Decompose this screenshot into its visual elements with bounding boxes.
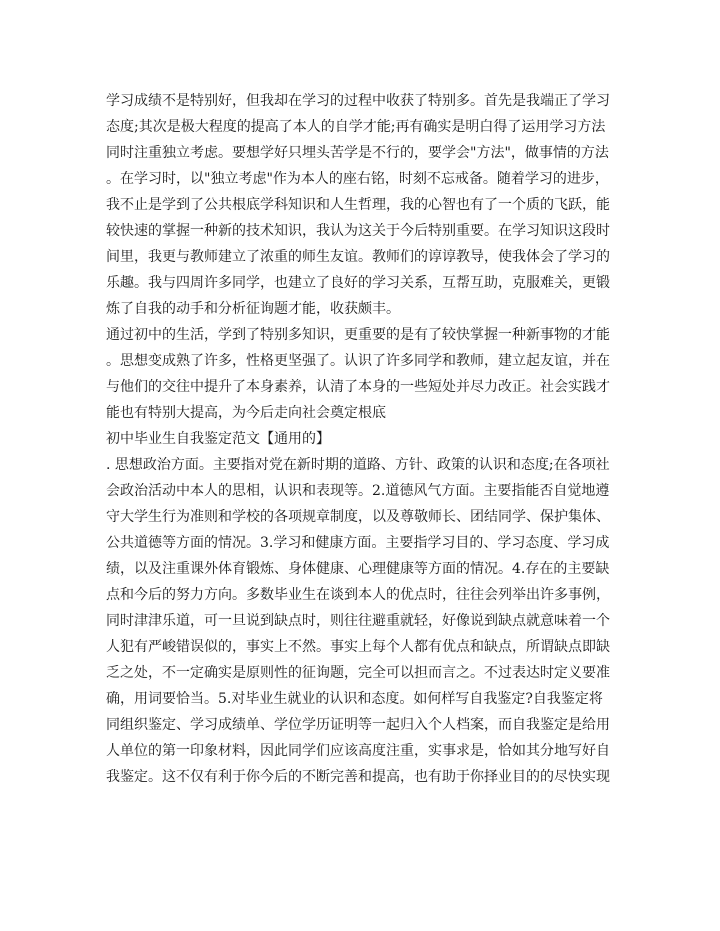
text-line: 绩，以及注重课外体育锻炼、身体健康、心理健康等方面的情况。4.存在的主要缺 xyxy=(106,561,610,577)
text-line: 确，用词要恰当。5.对毕业生就业的认识和态度。如何样写自我鉴定?自我鉴定将 xyxy=(106,691,603,707)
text-line: 乐趣。我与四周许多同学，也建立了良好的学习关系，互帮互助，克服难关，更锻 xyxy=(106,275,610,291)
text-line: 守大学生行为准则和学校的各项规章制度，以及尊敬师长、团结同学、保护集体、 xyxy=(106,509,610,525)
text-line: 通过初中的生活，学到了特别多知识，更重要的是有了较快掌握一种新事物的才能 xyxy=(106,327,610,343)
text-line: 点和今后的努力方向。多数毕业生在谈到本人的优点时，往往会列举出许多事例， xyxy=(106,587,610,603)
text-line: 间里，我更与教师建立了浓重的师生友谊。教师们的谆谆教导，使我体会了学习的 xyxy=(106,249,610,265)
text-line: 能也有特别大提高，为今后走向社会奠定根底 xyxy=(106,405,386,421)
text-line: 会政治活动中本人的思相，认识和表现等。2.道德风气方面。主要指能否自觉地遵 xyxy=(106,483,610,499)
text-line: 我不止是学到了公共根底学科知识和人生哲理，我的心智也有了一个质的飞跃，能 xyxy=(106,197,610,213)
text-line: 人犯有严峻错误似的，事实上不然。事实上每个人都有优点和缺点，所谓缺点即缺 xyxy=(106,639,610,655)
text-line: 同时注重独立考虑。要想学好只埋头苦学是不行的，要学会"方法"，做事情的方法 xyxy=(106,145,609,161)
text-line: 同时津津乐道，可一旦说到缺点时，则往往避重就轻，好像说到缺点就意味着一个 xyxy=(106,613,610,629)
text-line: 我鉴定。这不仅有利于你今后的不断完善和提高，也有助于你择业目的的尽快实现 xyxy=(106,769,610,785)
section-heading: 初中毕业生自我鉴定范文【通用的】 xyxy=(106,431,330,447)
text-line: 与他们的交往中提升了本身素养，认清了本身的一些短处并尽力改正。社会实践才 xyxy=(106,379,610,395)
text-line: 。在学习时，以"独立考虑"作为本人的座右铭，时刻不忘戒备。随着学习的进步， xyxy=(106,171,609,187)
text-line: 较快速的掌握一种新的技术知识，我认为这关于今后特别重要。在学习知识这段时 xyxy=(106,223,610,239)
text-line: 学习成绩不是特别好，但我却在学习的过程中收获了特别多。首先是我端正了学习 xyxy=(106,93,610,109)
text-line: 乏之处，不一定确实是原则性的征询题，完全可以担而言之。不过表达时定义要准 xyxy=(106,665,610,681)
document-body xyxy=(106,88,626,790)
text-line: 公共道德等方面的情况。3.学习和健康方面。主要指学习目的、学习态度、学习成 xyxy=(106,535,610,551)
text-line: 态度;其次是极大程度的提高了本人的自学才能;再有确实是明白得了运用学习方法 xyxy=(106,119,606,135)
text-line: . 思想政治方面。主要指对党在新时期的道路、方针、政策的认识和态度;在各项社 xyxy=(106,457,610,473)
text-line: 炼了自我的动手和分析征询题才能，收获颇丰。 xyxy=(106,301,400,317)
text-line: 。思想变成熟了许多，性格更坚强了。认识了许多同学和教师，建立起友谊，并在 xyxy=(106,353,610,369)
text-line: 人单位的第一印象材料，因此同学们应该高度注重，实事求是，恰如其分地写好自 xyxy=(106,743,610,759)
text-line: 同组织鉴定、学习成绩单、学位学历证明等一起归入个人档案，而自我鉴定是给用 xyxy=(106,717,610,733)
